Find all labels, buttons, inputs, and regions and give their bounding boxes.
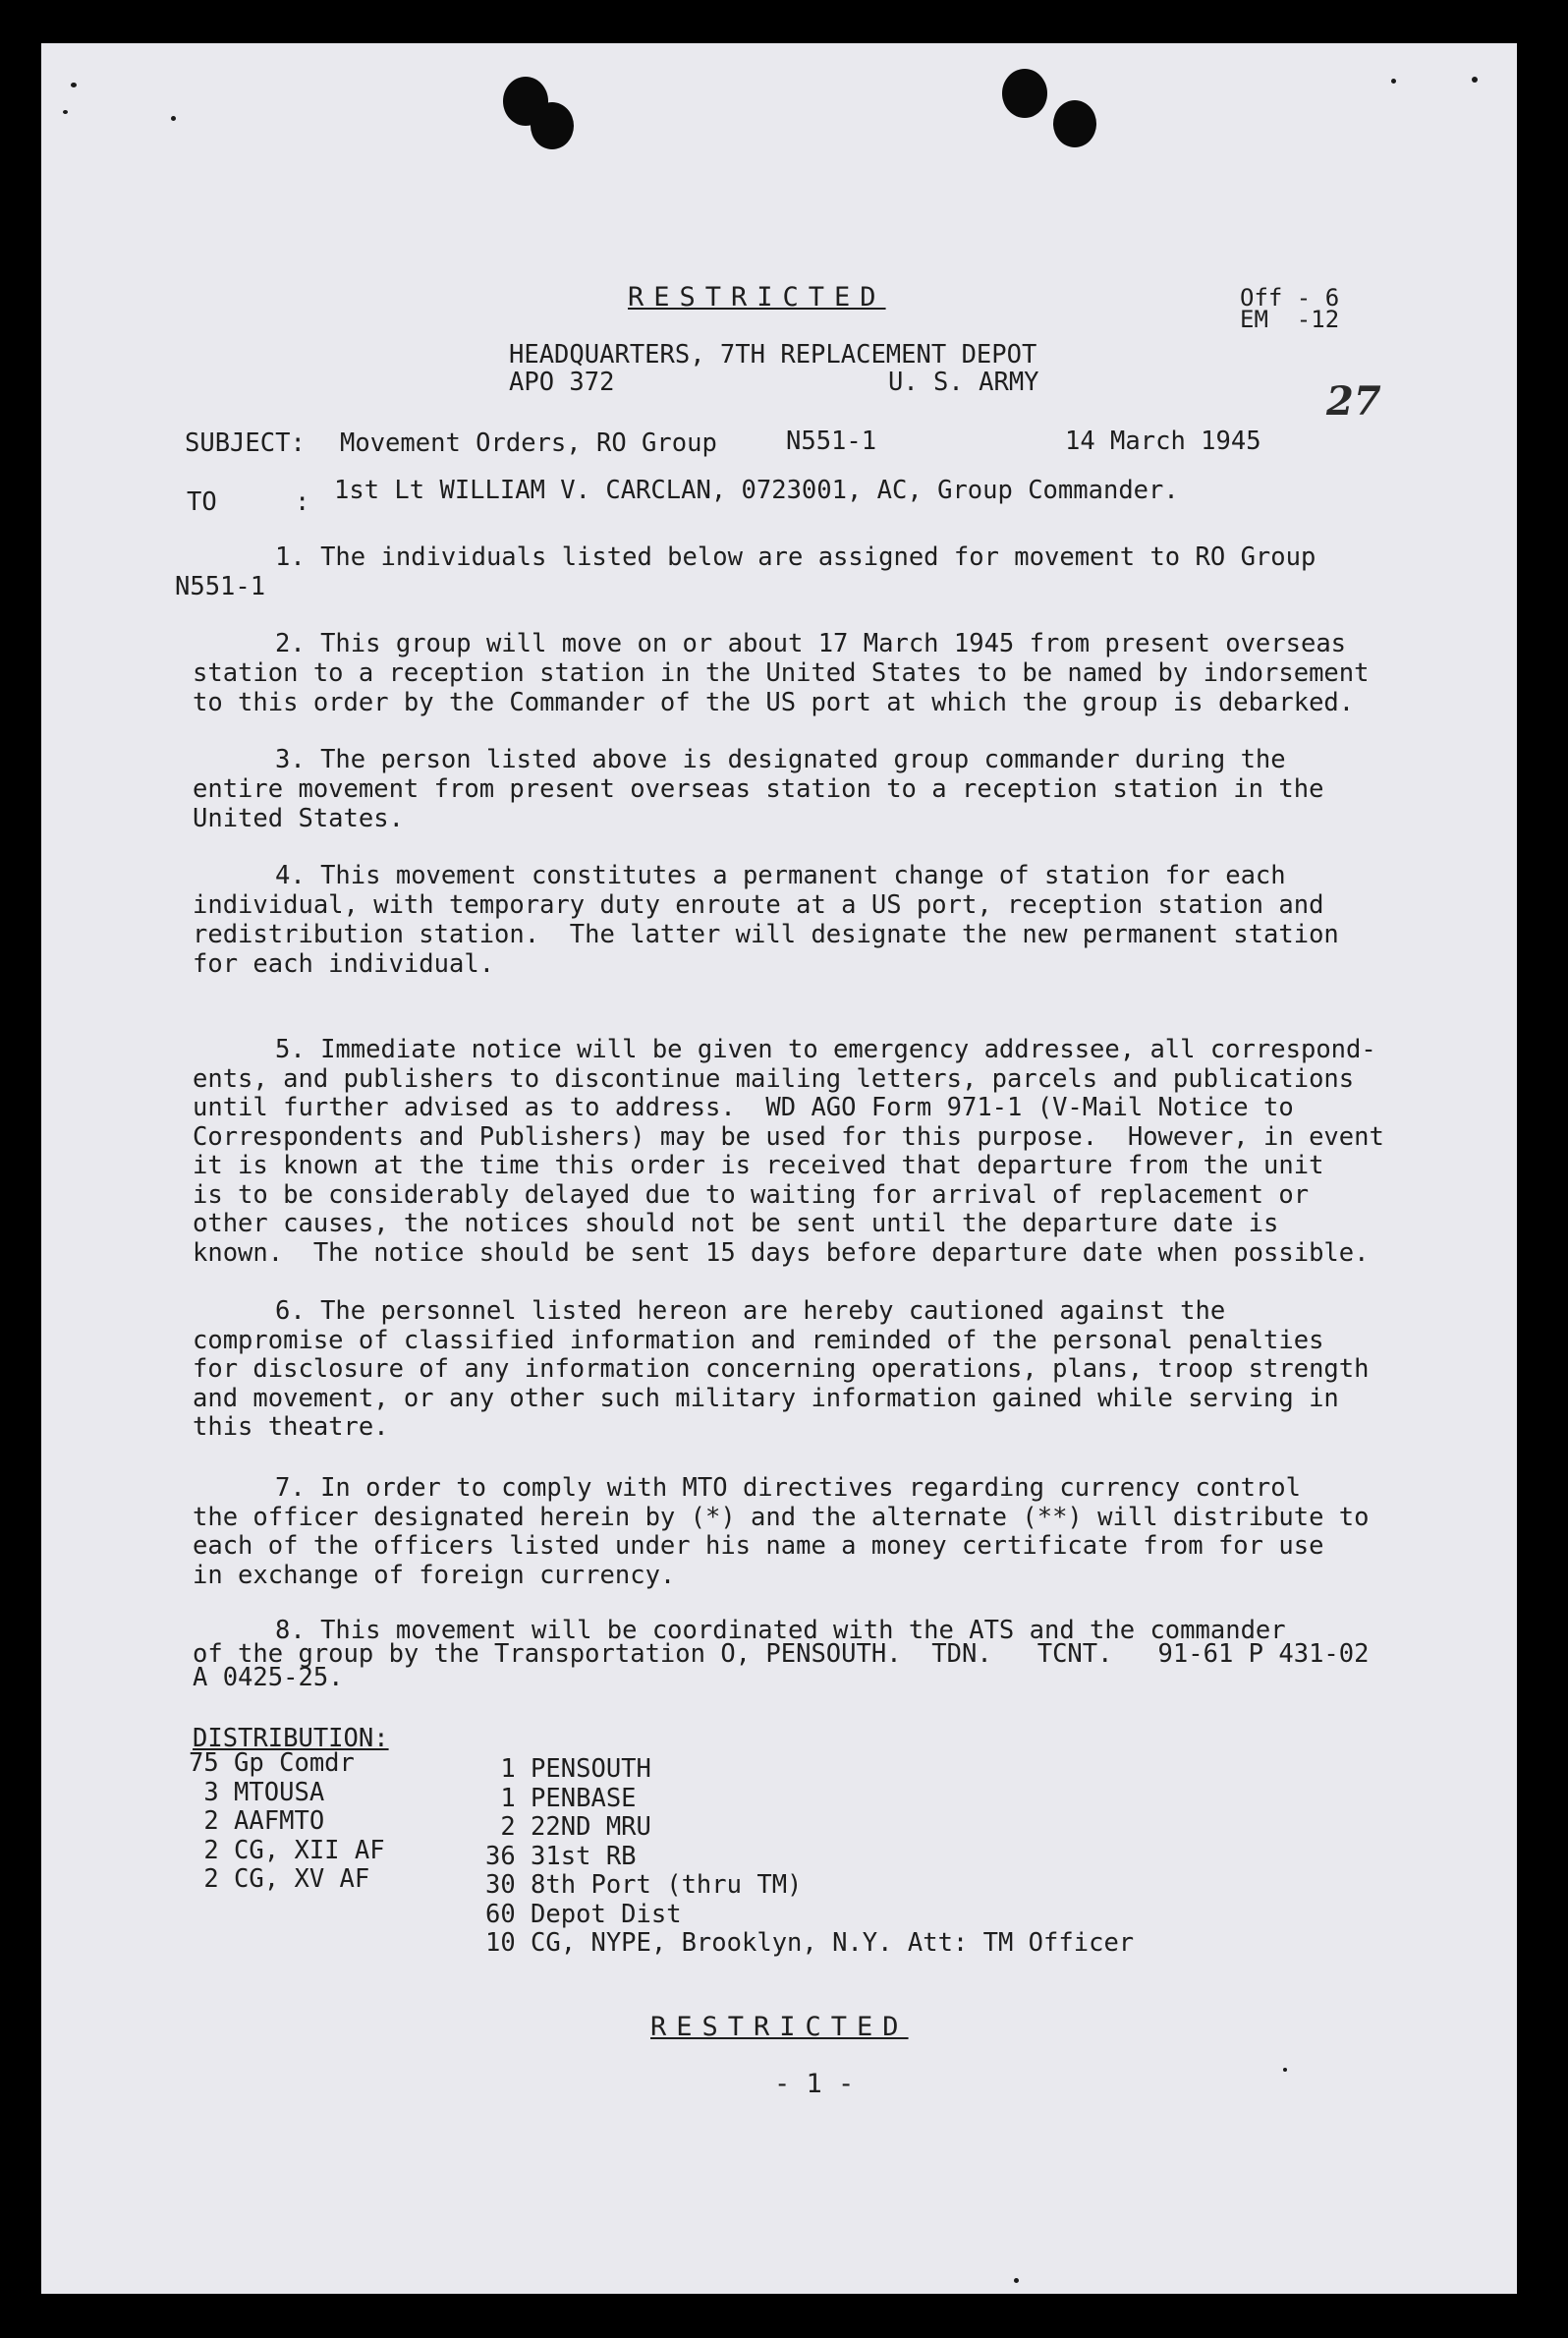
distribution-entry: 75 Gp Comdr xyxy=(189,1748,355,1778)
header-unit: HEADQUARTERS, 7TH REPLACEMENT DEPOT xyxy=(509,340,1037,370)
distribution-entry: 2 CG, XII AF xyxy=(189,1835,385,1865)
copy-count-enlisted: EM -12 xyxy=(1240,306,1340,333)
paragraph-line: known. The notice should be sent 15 days before departure date when possible. xyxy=(193,1237,1370,1268)
copy-counts xyxy=(1240,284,1340,333)
paragraph-line: station to a reception station in the United States to be named by indorsement xyxy=(193,658,1370,688)
paragraph-line: redistribution station. The latter will designate the new permanent station xyxy=(193,920,1339,949)
paragraph-line: to this order by the Commander of the US port at which the group is debarked. xyxy=(193,688,1355,717)
paragraph-line: in exchange of foreign currency. xyxy=(193,1560,676,1590)
to-text: 1st Lt WILLIAM V. CARCLAN, 0723001, AC, Group Commander. xyxy=(334,476,1179,505)
to-colon: : xyxy=(295,487,310,517)
paragraph-line: compromise of classified information and reminded of the personal penalties xyxy=(193,1325,1324,1355)
distribution-entry: 30 8th Port (thru TM) xyxy=(485,1870,803,1900)
paragraph-1 xyxy=(175,542,1430,601)
paragraph-line: In order to comply with MTO directives regarding currency control xyxy=(320,1473,1301,1503)
copy-count-officers: Off - 6 xyxy=(1240,284,1340,312)
paragraph-line: Correspondents and Publishers) may be used for this purpose. However, in event xyxy=(193,1121,1384,1152)
paragraph-2 xyxy=(193,629,1430,717)
subject-text: Movement Orders, RO Group xyxy=(340,428,717,458)
scan-speck xyxy=(1283,2068,1287,2072)
scan-speck xyxy=(1014,2278,1019,2283)
scan-speck xyxy=(71,83,77,87)
paragraph-6 xyxy=(193,1297,1430,1443)
paragraph-line: United States. xyxy=(193,804,404,833)
distribution-right-column xyxy=(485,1755,1134,1959)
paragraph-4 xyxy=(193,861,1430,979)
distribution-entry: 3 MTOUSA xyxy=(189,1777,325,1807)
paragraph-number: 7. xyxy=(275,1473,306,1503)
paragraph-number: 2. xyxy=(275,629,306,658)
paragraph-line: it is known at the time this order is received that departure from the unit xyxy=(193,1151,1324,1180)
paragraph-line: is to be considerably delayed due to waiting for arrival of replacement or xyxy=(193,1179,1310,1210)
distribution-entry: 36 31st RB xyxy=(485,1841,637,1871)
paragraph-line: The person listed above is designated group commander during the xyxy=(320,745,1286,774)
paragraph-number: 8. xyxy=(275,1616,306,1645)
paragraph-line: and movement, or any other such military information gained while serving in xyxy=(193,1383,1339,1413)
paragraph-line: The personnel listed hereon are hereby cautioned against the xyxy=(320,1296,1226,1326)
scan-speck xyxy=(1472,77,1478,83)
paragraph-line: of the group by the Transportation O, PENSOUTH. TDN. TCNT. 91-61 P 431-02 xyxy=(193,1639,1370,1669)
paragraph-number: 3. xyxy=(275,745,306,774)
header-apo: APO 372 xyxy=(509,368,615,397)
scan-speck xyxy=(63,110,68,114)
paragraph-line: entire movement from present overseas station to a reception station in the xyxy=(193,774,1324,804)
classification-banner-bottom: RESTRICTED xyxy=(650,2012,909,2042)
paragraph-line: The individuals listed below are assigned for movement to RO Group xyxy=(320,542,1316,572)
paragraph-line: the officer designated herein by (*) and the alternate (**) will distribute to xyxy=(193,1502,1370,1532)
distribution-title: DISTRIBUTION: xyxy=(193,1724,389,1753)
page-number: - 1 - xyxy=(774,2069,855,2099)
paragraph-number: 6. xyxy=(275,1296,306,1326)
paragraph-3 xyxy=(193,745,1430,833)
punch-hole-right-a xyxy=(1002,69,1047,118)
paragraph-5 xyxy=(193,1036,1430,1268)
punch-hole-right-b xyxy=(1053,100,1096,147)
paragraph-line: This group will move on or about 17 March 1945 from present overseas xyxy=(320,629,1347,658)
paragraph-line: individual, with temporary duty enroute at a US port, reception station and xyxy=(193,890,1324,920)
paragraph-line: This movement will be coordinated with the ATS and the commander xyxy=(320,1616,1286,1645)
distribution-entry: 60 Depot Dist xyxy=(485,1899,682,1929)
subject-label: SUBJECT: xyxy=(185,428,306,458)
paragraph-line: A 0425-25. xyxy=(193,1663,344,1692)
paragraph-number: 4. xyxy=(275,861,306,890)
distribution-entry: 2 AAFMTO xyxy=(189,1806,325,1836)
scan-speck xyxy=(1391,79,1396,84)
paragraph-8 xyxy=(193,1616,1430,1692)
paragraph-line: this theatre. xyxy=(193,1412,389,1442)
distribution-entry: 2 CG, XV AF xyxy=(189,1864,370,1894)
paragraph-line: until further advised as to address. WD AGO Form 971-1 (V-Mail Notice to xyxy=(193,1093,1294,1122)
paragraph-number: 1. xyxy=(275,542,306,572)
distribution-entry: 2 22ND MRU xyxy=(485,1812,651,1842)
paragraph-line: N551-1 xyxy=(175,572,266,601)
distribution-left-column xyxy=(189,1749,385,1895)
paragraph-line: Immediate notice will be given to emergency addressee, all correspond- xyxy=(320,1035,1376,1064)
distribution-entry: 10 CG, NYPE, Brooklyn, N.Y. Att: TM Officer xyxy=(485,1928,1135,1958)
paragraph-number: 5. xyxy=(275,1035,306,1064)
paragraph-line: for each individual. xyxy=(193,949,495,979)
paragraph-7 xyxy=(193,1474,1430,1590)
document-page xyxy=(41,43,1517,2294)
paragraph-line: other causes, the notices should not be sent until the departure date is xyxy=(193,1209,1279,1238)
scan-speck xyxy=(171,116,176,121)
punch-hole-left-b xyxy=(531,102,574,149)
distribution-entry: 1 PENBASE xyxy=(485,1783,637,1813)
paragraph-line: for disclosure of any information concerning operations, plans, troop strength xyxy=(193,1354,1370,1384)
to-label: TO xyxy=(187,487,217,517)
paragraph-line: This movement constitutes a permanent change of station for each xyxy=(320,861,1286,890)
header-army: U. S. ARMY xyxy=(888,368,1039,397)
paragraph-line: each of the officers listed under his name a money certificate from for use xyxy=(193,1531,1324,1561)
classification-banner-top: RESTRICTED xyxy=(628,282,886,313)
order-date: 14 March 1945 xyxy=(1065,427,1261,456)
distribution-entry: 1 PENSOUTH xyxy=(485,1754,651,1784)
order-number: N551-1 xyxy=(786,427,877,456)
page-stamp: 27 xyxy=(1326,378,1381,425)
paragraph-line: ents, and publishers to discontinue mailing letters, parcels and publications xyxy=(193,1063,1355,1094)
